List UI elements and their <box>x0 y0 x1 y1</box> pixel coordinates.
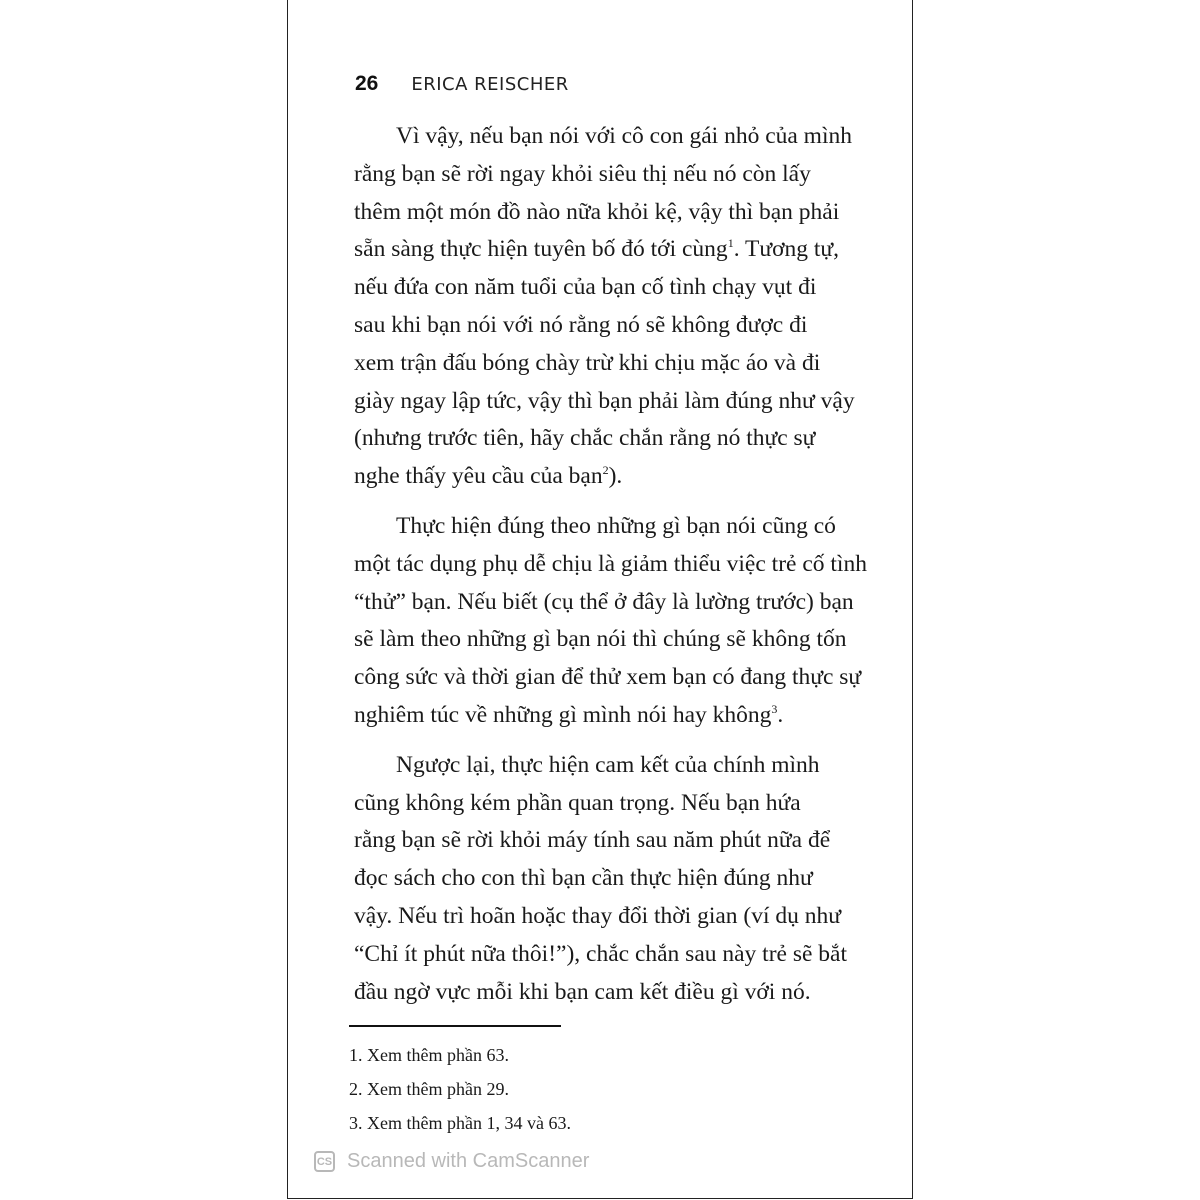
body-text <box>354 118 894 1011</box>
text-line: thêm một món đồ nào nữa khỏi kệ, vậy thì bạn phải <box>354 198 840 225</box>
text-segment: sẵn sàng thực hiện tuyên bố đó tới cùng <box>354 236 728 263</box>
text-line: giày ngay lập tức, vậy thì bạn phải làm đúng như vậy <box>354 387 855 414</box>
footnote: 2. Xem thêm phần 29. <box>349 1079 509 1099</box>
text-line: “Chỉ ít phút nữa thôi!”), chắc chắn sau này trẻ sẽ bắt <box>354 940 848 967</box>
text-line <box>354 458 894 496</box>
book-page <box>287 0 913 1199</box>
footnote: 1. Xem thêm phần 63. <box>349 1045 509 1065</box>
text-line: nếu đứa con năm tuổi của bạn cố tình chạy vụt đi <box>354 274 817 301</box>
footnote-marker: 1 <box>727 236 734 251</box>
camscanner-watermark <box>314 1150 589 1173</box>
paragraph-1 <box>354 118 894 496</box>
text-segment: . <box>777 701 784 728</box>
text-line: xem trận đấu bóng chày trừ khi chịu mặc áo và đi <box>354 349 821 376</box>
text-line: cũng không kém phần quan trọng. Nếu bạn hứa <box>354 789 801 816</box>
text-line: (nhưng trước tiên, hãy chắc chắn rằng nó thực sự <box>354 425 816 452</box>
text-line: công sức và thời gian để thử xem bạn có đang thực sự <box>354 664 862 691</box>
text-line: Ngược lại, thực hiện cam kết của chính mình <box>396 751 820 778</box>
page-number: 26 <box>355 72 379 95</box>
camscanner-logo-icon: CS <box>314 1151 335 1172</box>
text-segment: nghiêm túc về những gì mình nói hay không <box>354 701 772 728</box>
watermark-text: Scanned with CamScanner <box>347 1150 590 1172</box>
text-line: rằng bạn sẽ rời khỏi máy tính sau năm phút nữa để <box>354 827 831 854</box>
text-line: Vì vậy, nếu bạn nói với cô con gái nhỏ của mình <box>396 123 852 149</box>
text-segment: . Tương tự, <box>733 236 840 263</box>
text-line: sẽ làm theo những gì bạn nói thì chúng sẽ không tốn <box>354 626 847 653</box>
paragraph-3 <box>354 747 894 1012</box>
running-head <box>355 72 569 96</box>
text-line: một tác dụng phụ dễ chịu là giảm thiểu việc trẻ cố tình <box>354 550 867 577</box>
footnote-divider <box>349 1025 561 1027</box>
footnotes <box>349 1044 571 1146</box>
text-line: rằng bạn sẽ rời ngay khỏi siêu thị nếu nó còn lấy <box>354 160 811 187</box>
text-line <box>354 231 894 269</box>
footnote: 3. Xem thêm phần 1, 34 và 63. <box>349 1113 571 1133</box>
text-line: đọc sách cho con thì bạn cần thực hiện đúng như <box>354 865 813 892</box>
paragraph-2 <box>354 508 894 735</box>
text-line: “thử” bạn. Nếu biết (cụ thể ở đây là lường trước) bạn <box>354 588 854 615</box>
author-name: ERICA REISCHER <box>411 74 569 95</box>
text-line <box>354 697 894 735</box>
text-segment: ). <box>608 463 623 490</box>
footnote-marker: 3 <box>771 702 778 717</box>
text-line: đầu ngờ vực mỗi khi bạn cam kết điều gì với nó. <box>354 978 811 1005</box>
text-segment: nghe thấy yêu cầu của bạn <box>354 463 603 490</box>
text-line: sau khi bạn nói với nó rằng nó sẽ không được đi <box>354 311 808 338</box>
text-line: vậy. Nếu trì hoãn hoặc thay đổi thời gian (ví dụ như <box>354 902 842 929</box>
footnote-marker: 2 <box>602 463 609 478</box>
text-line: Thực hiện đúng theo những gì bạn nói cũng có <box>396 512 836 539</box>
